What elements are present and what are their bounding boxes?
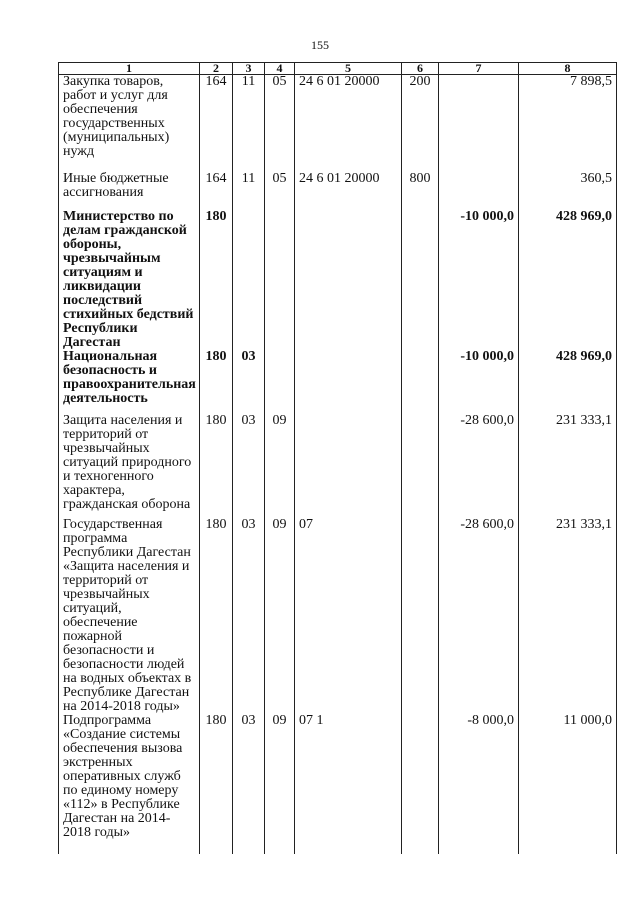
cell-col7: -8 000,0 (439, 714, 519, 854)
cell-col2: 180 (200, 518, 233, 714)
row-name: Иные бюджетные ассигнования (59, 172, 200, 210)
cell-col3: 11 (233, 75, 265, 172)
cell-col5 (295, 210, 402, 350)
row-name: Государственная программа Республики Дагестан «Защита населения и территорий от чрезвычайных ситуаций, обеспечение пожарной безопасности и безопасности людей на водных объектах в Республике Дагестан на 2014-2018 годы» (59, 518, 200, 714)
cell-col7: -28 600,0 (439, 414, 519, 518)
column-header: 3 (233, 63, 265, 75)
cell-col5: 07 (295, 518, 402, 714)
cell-col2: 180 (200, 210, 233, 350)
cell-col5: 07 1 (295, 714, 402, 854)
cell-col5: 24 6 01 20000 (295, 75, 402, 172)
cell-col7: -28 600,0 (439, 518, 519, 714)
cell-col8: 231 333,1 (519, 518, 617, 714)
cell-col8: 428 969,0 (519, 350, 617, 414)
cell-col2: 180 (200, 350, 233, 414)
column-header: 8 (519, 63, 617, 75)
cell-col5: 24 6 01 20000 (295, 172, 402, 210)
cell-col4 (265, 210, 295, 350)
column-header: 4 (265, 63, 295, 75)
cell-col6 (402, 350, 439, 414)
table-row (59, 518, 617, 714)
column-header: 2 (200, 63, 233, 75)
column-header: 1 (59, 63, 200, 75)
cell-col4: 09 (265, 714, 295, 854)
cell-col5 (295, 350, 402, 414)
page-number: 155 (311, 38, 329, 52)
cell-col6: 200 (402, 75, 439, 172)
cell-col4: 09 (265, 518, 295, 714)
column-header: 6 (402, 63, 439, 75)
cell-col2: 180 (200, 714, 233, 854)
row-name: Национальная безопасность и правоохранительная деятельность (59, 350, 200, 414)
cell-col3 (233, 210, 265, 350)
cell-col4: 05 (265, 75, 295, 172)
cell-col8: 11 000,0 (519, 714, 617, 854)
table-row (59, 210, 617, 350)
cell-col4: 09 (265, 414, 295, 518)
cell-col8: 428 969,0 (519, 210, 617, 350)
cell-col7 (439, 75, 519, 172)
cell-col6 (402, 210, 439, 350)
cell-col8: 7 898,5 (519, 75, 617, 172)
cell-col3: 03 (233, 350, 265, 414)
cell-col2: 180 (200, 414, 233, 518)
column-header: 7 (439, 63, 519, 75)
budget-table (58, 62, 617, 854)
row-name: Защита населения и территорий от чрезвычайных ситуаций природного и техногенного характера, гражданская оборона (59, 414, 200, 518)
table-row (59, 714, 617, 854)
cell-col3: 03 (233, 714, 265, 854)
cell-col4 (265, 350, 295, 414)
cell-col7: -10 000,0 (439, 210, 519, 350)
header-row (59, 63, 617, 75)
cell-col8: 360,5 (519, 172, 617, 210)
table-row (59, 414, 617, 518)
cell-col2: 164 (200, 172, 233, 210)
row-name: Министерство по делам гражданской обороны, чрезвычайным ситуациям и ликвидации последствий стихийных бедствий Республики Дагестан (59, 210, 200, 350)
cell-col8: 231 333,1 (519, 414, 617, 518)
cell-col4: 05 (265, 172, 295, 210)
row-name: Подпрограмма «Создание системы обеспечения вызова экстренных оперативных служб по единому номеру «112» в Республике Дагестан на 2014-2018 годы» (59, 714, 200, 854)
cell-col3: 03 (233, 518, 265, 714)
cell-col3: 11 (233, 172, 265, 210)
cell-col2: 164 (200, 75, 233, 172)
cell-col7 (439, 172, 519, 210)
column-header: 5 (295, 63, 402, 75)
cell-col6 (402, 518, 439, 714)
cell-col3: 03 (233, 414, 265, 518)
cell-col6: 800 (402, 172, 439, 210)
cell-col5 (295, 414, 402, 518)
row-name: Закупка товаров, работ и услуг для обеспечения государственных (муниципальных) нужд (59, 75, 200, 172)
table-row (59, 75, 617, 172)
cell-col6 (402, 414, 439, 518)
cell-col6 (402, 714, 439, 854)
cell-col7: -10 000,0 (439, 350, 519, 414)
table-row (59, 172, 617, 210)
table-row (59, 350, 617, 414)
